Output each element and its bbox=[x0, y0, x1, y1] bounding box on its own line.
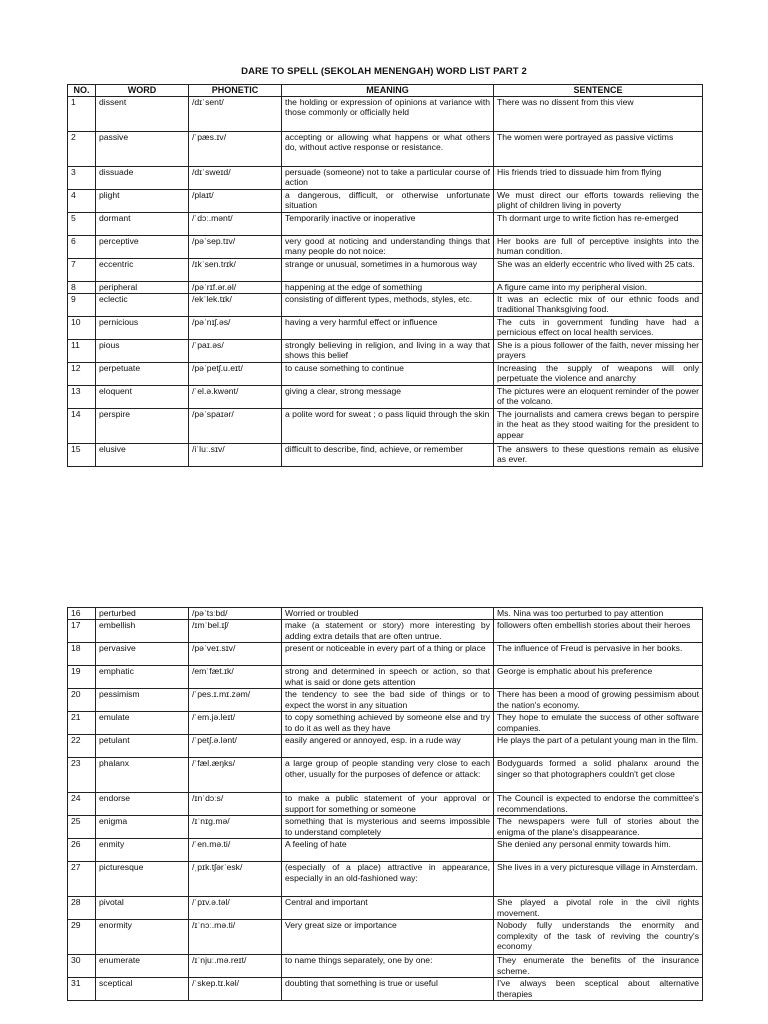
meaning-cell: present or noticeable in every part of a thing or place bbox=[282, 643, 494, 666]
phonetic-cell: /ˈpæs.ɪv/ bbox=[189, 131, 282, 166]
sentence-cell: The answers to these questions remain as elusive as ever. bbox=[494, 443, 703, 466]
phonetic-cell: /ɪkˈsen.trɪk/ bbox=[189, 258, 282, 281]
table-row bbox=[68, 978, 703, 1001]
word-cell: embellish bbox=[96, 620, 189, 643]
meaning-cell: Temporarily inactive or inoperative bbox=[282, 212, 494, 235]
phonetic-cell: /ˈskep.tɪ.kəl/ bbox=[189, 978, 282, 1001]
word-cell: pivotal bbox=[96, 897, 189, 920]
table-row bbox=[68, 689, 703, 712]
phonetic-cell: /ˌpɪk.tʃərˈesk/ bbox=[189, 862, 282, 897]
word-cell: pernicious bbox=[96, 316, 189, 339]
word-cell: pessimism bbox=[96, 689, 189, 712]
phonetic-cell: /ˈel.ə.kwənt/ bbox=[189, 385, 282, 408]
row-number: 23 bbox=[68, 758, 96, 793]
header-word: WORD bbox=[96, 85, 189, 97]
meaning-cell: easily angered or annoyed, esp. in a rude way bbox=[282, 735, 494, 758]
word-cell: eccentric bbox=[96, 258, 189, 281]
word-cell: perspire bbox=[96, 408, 189, 443]
sentence-cell: We must direct our efforts towards relieving the plight of children living in poverty bbox=[494, 189, 703, 212]
phonetic-cell: /plaɪt/ bbox=[189, 189, 282, 212]
phonetic-cell: /pəˈpetʃ.u.eɪt/ bbox=[189, 362, 282, 385]
sentence-cell: The newspapers were full of stories about the enigma of the plane's disappearance. bbox=[494, 816, 703, 839]
table-row bbox=[68, 712, 703, 735]
phonetic-cell: /ˈem.jə.leɪt/ bbox=[189, 712, 282, 735]
row-number: 29 bbox=[68, 920, 96, 955]
row-number: 15 bbox=[68, 443, 96, 466]
sentence-cell: The cuts in government funding have had a pernicious effect on local health services. bbox=[494, 316, 703, 339]
row-number: 22 bbox=[68, 735, 96, 758]
row-number: 17 bbox=[68, 620, 96, 643]
phonetic-cell: /iˈluː.sɪv/ bbox=[189, 443, 282, 466]
word-cell: peripheral bbox=[96, 281, 189, 293]
word-list-table-part-1 bbox=[67, 84, 703, 467]
table-row bbox=[68, 443, 703, 466]
meaning-cell: a large group of people standing very close to each other, usually for the purposes of defence or attack: bbox=[282, 758, 494, 793]
meaning-cell: A feeling of hate bbox=[282, 839, 494, 862]
row-number: 3 bbox=[68, 166, 96, 189]
sentence-cell: There has been a mood of growing pessimism about the nation's economy. bbox=[494, 689, 703, 712]
meaning-cell: to cause something to continue bbox=[282, 362, 494, 385]
phonetic-cell: /dɪˈsweɪd/ bbox=[189, 166, 282, 189]
table-row bbox=[68, 339, 703, 362]
sentence-cell: They enumerate the benefits of the insurance scheme. bbox=[494, 955, 703, 978]
phonetic-cell: /ɪˈnjuː.mə.reɪt/ bbox=[189, 955, 282, 978]
sentence-cell: She was an elderly eccentric who lived with 25 cats. bbox=[494, 258, 703, 281]
table-row bbox=[68, 620, 703, 643]
header-no: NO. bbox=[68, 85, 96, 97]
row-number: 9 bbox=[68, 293, 96, 316]
word-cell: dormant bbox=[96, 212, 189, 235]
sentence-cell: The women were portrayed as passive victims bbox=[494, 131, 703, 166]
meaning-cell: (especially of a place) attractive in appearance, especially in an old-fashioned way: bbox=[282, 862, 494, 897]
table-row bbox=[68, 608, 703, 620]
word-cell: pious bbox=[96, 339, 189, 362]
table-row bbox=[68, 408, 703, 443]
word-cell: elusive bbox=[96, 443, 189, 466]
meaning-cell: very good at noticing and understanding things that many people do not noice: bbox=[282, 235, 494, 258]
row-number: 13 bbox=[68, 385, 96, 408]
table-row bbox=[68, 235, 703, 258]
phonetic-cell: /pəˈnɪʃ.əs/ bbox=[189, 316, 282, 339]
row-number: 12 bbox=[68, 362, 96, 385]
word-cell: plight bbox=[96, 189, 189, 212]
table-row bbox=[68, 131, 703, 166]
phonetic-cell: /ɪˈnɔː.mə.ti/ bbox=[189, 920, 282, 955]
sentence-cell: She is a pious follower of the faith, never missing her prayers bbox=[494, 339, 703, 362]
word-cell: emulate bbox=[96, 712, 189, 735]
row-number: 7 bbox=[68, 258, 96, 281]
table-header-row bbox=[68, 85, 703, 97]
word-cell: enigma bbox=[96, 816, 189, 839]
meaning-cell: to copy something achieved by someone else and try to do it as well as they have bbox=[282, 712, 494, 735]
meaning-cell: Very great size or importance bbox=[282, 920, 494, 955]
word-cell: perceptive bbox=[96, 235, 189, 258]
phonetic-cell: /pəˈrɪf.ər.əl/ bbox=[189, 281, 282, 293]
phonetic-cell: /ˈpes.ɪ.mɪ.zəm/ bbox=[189, 689, 282, 712]
meaning-cell: to name things separately, one by one: bbox=[282, 955, 494, 978]
sentence-cell: A figure came into my peripheral vision. bbox=[494, 281, 703, 293]
phonetic-cell: /ˈdɔː.mənt/ bbox=[189, 212, 282, 235]
table-row bbox=[68, 793, 703, 816]
row-number: 6 bbox=[68, 235, 96, 258]
word-cell: eloquent bbox=[96, 385, 189, 408]
row-number: 1 bbox=[68, 96, 96, 131]
sentence-cell: His friends tried to dissuade him from flying bbox=[494, 166, 703, 189]
row-number: 10 bbox=[68, 316, 96, 339]
phonetic-cell: /ˈen.mə.ti/ bbox=[189, 839, 282, 862]
phonetic-cell: /dɪˈsent/ bbox=[189, 96, 282, 131]
sentence-cell: It was an eclectic mix of our ethnic foods and traditional Thanksgiving food. bbox=[494, 293, 703, 316]
phonetic-cell: /ɪmˈbel.ɪʃ/ bbox=[189, 620, 282, 643]
sentence-cell: followers often embellish stories about their heroes bbox=[494, 620, 703, 643]
phonetic-cell: /pəˈtɜːbd/ bbox=[189, 608, 282, 620]
sentence-cell: The pictures were an eloquent reminder of the power of the volcano. bbox=[494, 385, 703, 408]
table-row bbox=[68, 258, 703, 281]
meaning-cell: strong and determined in speech or action, so that what is said or done gets attention bbox=[282, 666, 494, 689]
word-cell: petulant bbox=[96, 735, 189, 758]
meaning-cell: Central and important bbox=[282, 897, 494, 920]
phonetic-cell: /ˈpɪv.ə.təl/ bbox=[189, 897, 282, 920]
table-row bbox=[68, 385, 703, 408]
word-cell: enormity bbox=[96, 920, 189, 955]
word-cell: passive bbox=[96, 131, 189, 166]
table-row bbox=[68, 666, 703, 689]
sentence-cell: I've always been sceptical about alternative therapies bbox=[494, 978, 703, 1001]
sentence-cell: Nobody fully understands the enormity and complexity of the task of reviving the country's economy bbox=[494, 920, 703, 955]
phonetic-cell: /ˈpaɪ.əs/ bbox=[189, 339, 282, 362]
sentence-cell: The journalists and camera crews began to perspire in the heat as they stood waiting for the president to appear bbox=[494, 408, 703, 443]
row-number: 5 bbox=[68, 212, 96, 235]
sentence-cell: She lives in a very picturesque village in Amsterdam. bbox=[494, 862, 703, 897]
sentence-cell: The influence of Freud is pervasive in her books. bbox=[494, 643, 703, 666]
phonetic-cell: /ekˈlek.tɪk/ bbox=[189, 293, 282, 316]
phonetic-cell: /pəˈspaɪər/ bbox=[189, 408, 282, 443]
row-number: 31 bbox=[68, 978, 96, 1001]
meaning-cell: doubting that something is true or useful bbox=[282, 978, 494, 1001]
row-number: 20 bbox=[68, 689, 96, 712]
meaning-cell: having a very harmful effect or influence bbox=[282, 316, 494, 339]
row-number: 2 bbox=[68, 131, 96, 166]
row-number: 18 bbox=[68, 643, 96, 666]
meaning-cell: make (a statement or story) more interesting by adding extra details that are often untrue. bbox=[282, 620, 494, 643]
phonetic-cell: /pəˈveɪ.sɪv/ bbox=[189, 643, 282, 666]
meaning-cell: something that is mysterious and seems impossible to understand completely bbox=[282, 816, 494, 839]
table-row bbox=[68, 920, 703, 955]
table-row bbox=[68, 316, 703, 339]
sentence-cell: There was no dissent from this view bbox=[494, 96, 703, 131]
table-row bbox=[68, 166, 703, 189]
table-row bbox=[68, 212, 703, 235]
sentence-cell: Increasing the supply of weapons will only perpetuate the violence and anarchy bbox=[494, 362, 703, 385]
meaning-cell: accepting or allowing what happens or what others do, without active response or resistance. bbox=[282, 131, 494, 166]
word-cell: sceptical bbox=[96, 978, 189, 1001]
word-cell: perturbed bbox=[96, 608, 189, 620]
word-cell: phalanx bbox=[96, 758, 189, 793]
sentence-cell: Her books are full of perceptive insights into the human condition. bbox=[494, 235, 703, 258]
word-cell: eclectic bbox=[96, 293, 189, 316]
word-cell: pervasive bbox=[96, 643, 189, 666]
meaning-cell: strongly believing in religion, and living in a way that shows this belief bbox=[282, 339, 494, 362]
word-list-table-part-2 bbox=[67, 607, 703, 1001]
row-number: 19 bbox=[68, 666, 96, 689]
phonetic-cell: /pəˈsep.tɪv/ bbox=[189, 235, 282, 258]
row-number: 11 bbox=[68, 339, 96, 362]
table-row bbox=[68, 816, 703, 839]
meaning-cell: the tendency to see the bad side of things or to expect the worst in any situation bbox=[282, 689, 494, 712]
word-cell: emphatic bbox=[96, 666, 189, 689]
row-number: 26 bbox=[68, 839, 96, 862]
row-number: 28 bbox=[68, 897, 96, 920]
row-number: 25 bbox=[68, 816, 96, 839]
sentence-cell: George is emphatic about his preference bbox=[494, 666, 703, 689]
phonetic-cell: /emˈfæt.ɪk/ bbox=[189, 666, 282, 689]
phonetic-cell: /ˈpetʃ.ə.lənt/ bbox=[189, 735, 282, 758]
row-number: 24 bbox=[68, 793, 96, 816]
meaning-cell: consisting of different types, methods, styles, etc. bbox=[282, 293, 494, 316]
sentence-cell: She denied any personal enmity towards him. bbox=[494, 839, 703, 862]
meaning-cell: giving a clear, strong message bbox=[282, 385, 494, 408]
sentence-cell: Ms. Nina was too perturbed to pay attention bbox=[494, 608, 703, 620]
meaning-cell: to make a public statement of your approval or support for something or someone bbox=[282, 793, 494, 816]
meaning-cell: persuade (someone) not to take a particular course of action bbox=[282, 166, 494, 189]
meaning-cell: a polite word for sweat ; o pass liquid through the skin bbox=[282, 408, 494, 443]
meaning-cell: the holding or expression of opinions at variance with those commonly or officially held bbox=[282, 96, 494, 131]
row-number: 27 bbox=[68, 862, 96, 897]
row-number: 21 bbox=[68, 712, 96, 735]
word-cell: enumerate bbox=[96, 955, 189, 978]
table-row bbox=[68, 293, 703, 316]
sentence-cell: The Council is expected to endorse the committee's recommendations. bbox=[494, 793, 703, 816]
table-row bbox=[68, 862, 703, 897]
meaning-cell: a dangerous, difficult, or otherwise unfortunate situation bbox=[282, 189, 494, 212]
sentence-cell: Th dormant urge to write fiction has re-emerged bbox=[494, 212, 703, 235]
phonetic-cell: /ˈfæl.æŋks/ bbox=[189, 758, 282, 793]
table-row bbox=[68, 758, 703, 793]
word-cell: dissuade bbox=[96, 166, 189, 189]
sentence-cell: They hope to emulate the success of other software companies. bbox=[494, 712, 703, 735]
meaning-cell: strange or unusual, sometimes in a humorous way bbox=[282, 258, 494, 281]
sentence-cell: Bodyguards formed a solid phalanx around the singer so that photographers couldn't get close bbox=[494, 758, 703, 793]
word-cell: dissent bbox=[96, 96, 189, 131]
page-title: DARE TO SPELL (SEKOLAH MENENGAH) WORD LIST PART 2 bbox=[241, 66, 527, 77]
phonetic-cell: /ɪnˈdɔːs/ bbox=[189, 793, 282, 816]
meaning-cell: happening at the edge of something bbox=[282, 281, 494, 293]
table-row bbox=[68, 189, 703, 212]
row-number: 8 bbox=[68, 281, 96, 293]
meaning-cell: difficult to describe, find, achieve, or remember bbox=[282, 443, 494, 466]
word-cell: perpetuate bbox=[96, 362, 189, 385]
table-row bbox=[68, 362, 703, 385]
phonetic-cell: /ɪˈnɪɡ.mə/ bbox=[189, 816, 282, 839]
row-number: 4 bbox=[68, 189, 96, 212]
row-number: 14 bbox=[68, 408, 96, 443]
word-cell: picturesque bbox=[96, 862, 189, 897]
sentence-cell: She played a pivotal role in the civil rights movement. bbox=[494, 897, 703, 920]
table-row bbox=[68, 643, 703, 666]
word-cell: enmity bbox=[96, 839, 189, 862]
meaning-cell: Worried or troubled bbox=[282, 608, 494, 620]
table-row bbox=[68, 897, 703, 920]
table-row bbox=[68, 839, 703, 862]
sentence-cell: He plays the part of a petulant young man in the film. bbox=[494, 735, 703, 758]
table-row bbox=[68, 735, 703, 758]
header-phonetic: PHONETIC bbox=[189, 85, 282, 97]
header-meaning: MEANING bbox=[282, 85, 494, 97]
table-row bbox=[68, 281, 703, 293]
table-row bbox=[68, 96, 703, 131]
header-sentence: SENTENCE bbox=[494, 85, 703, 97]
table-row bbox=[68, 955, 703, 978]
row-number: 16 bbox=[68, 608, 96, 620]
row-number: 30 bbox=[68, 955, 96, 978]
word-cell: endorse bbox=[96, 793, 189, 816]
